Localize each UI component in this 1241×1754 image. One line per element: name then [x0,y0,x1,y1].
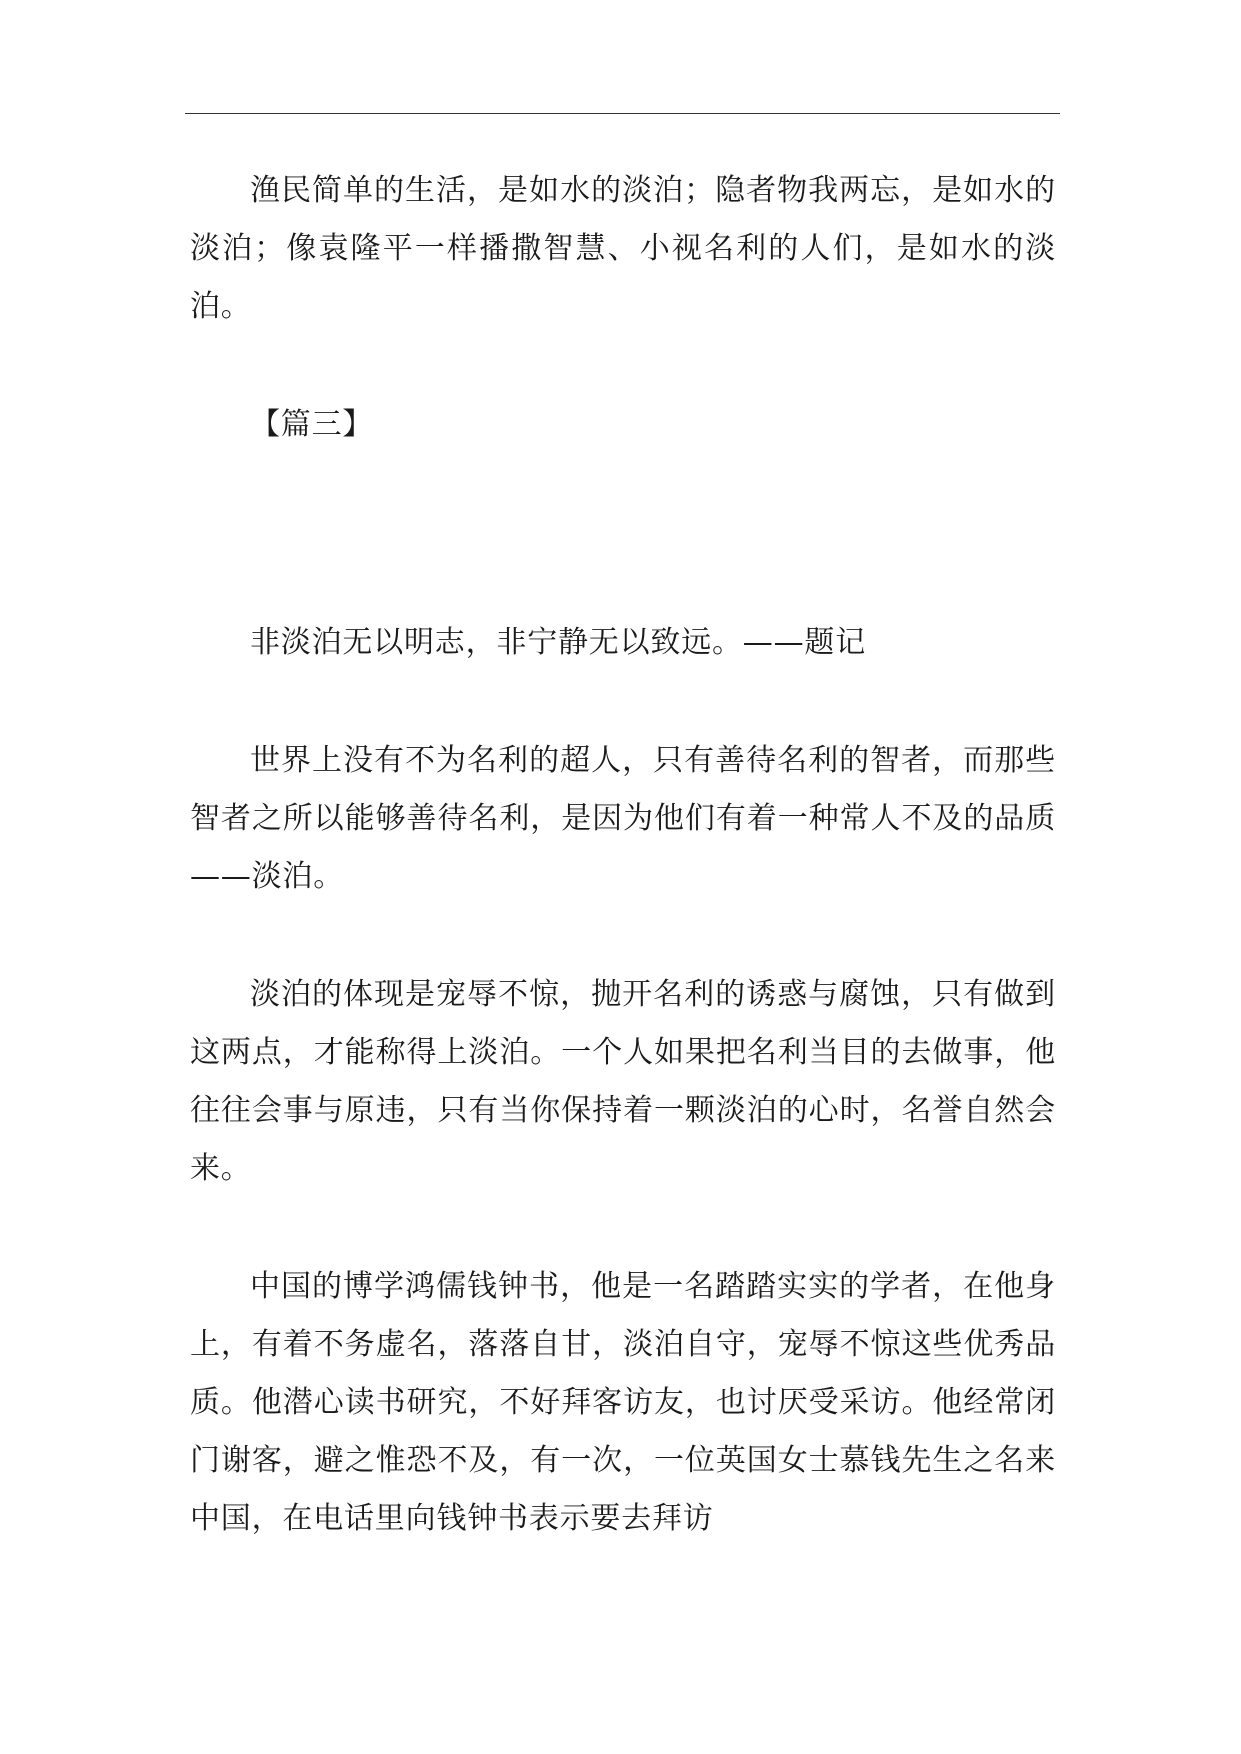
header-divider [185,113,1060,114]
paragraph-definition: 淡泊的体现是宠辱不惊，抛开名利的诱惑与腐蚀，只有做到这两点，才能称得上淡泊。一个人如果把名利当目的去做事，他往往会事与原违，只有当你保持着一颗淡泊的心时，名誉自然会来。 [190,977,1056,1186]
paragraph-fisherman: 渔民简单的生活，是如水的淡泊；隐者物我两忘，是如水的淡泊；像袁隆平一样播撒智慧、小视名利的人们，是如水的淡泊。 [190,173,1056,324]
paragraph-intro: 世界上没有不为名利的超人，只有善待名利的智者，而那些智者之所以能够善待名利，是因为他们有着一种常人不及的品质——淡泊。 [190,743,1056,894]
paragraph-qian-zhongshu: 中国的博学鸿儒钱钟书，他是一名踏踏实实的学者，在他身上，有着不务虚名，落落自甘，淡泊自守，宠辱不惊这些优秀品质。他潜心读书研究，不好拜客访友，也讨厌受采访。他经常闭门谢客，避之惟恐不及，有一次，一位英国女士慕钱先生之名来中国，在电话里向钱钟书表示要去拜访 [190,1269,1056,1536]
section-heading: 【篇三】 [250,407,374,442]
epigraph: 非淡泊无以明志，非宁静无以致远。——题记 [250,625,866,660]
document-body [190,162,1056,1548]
